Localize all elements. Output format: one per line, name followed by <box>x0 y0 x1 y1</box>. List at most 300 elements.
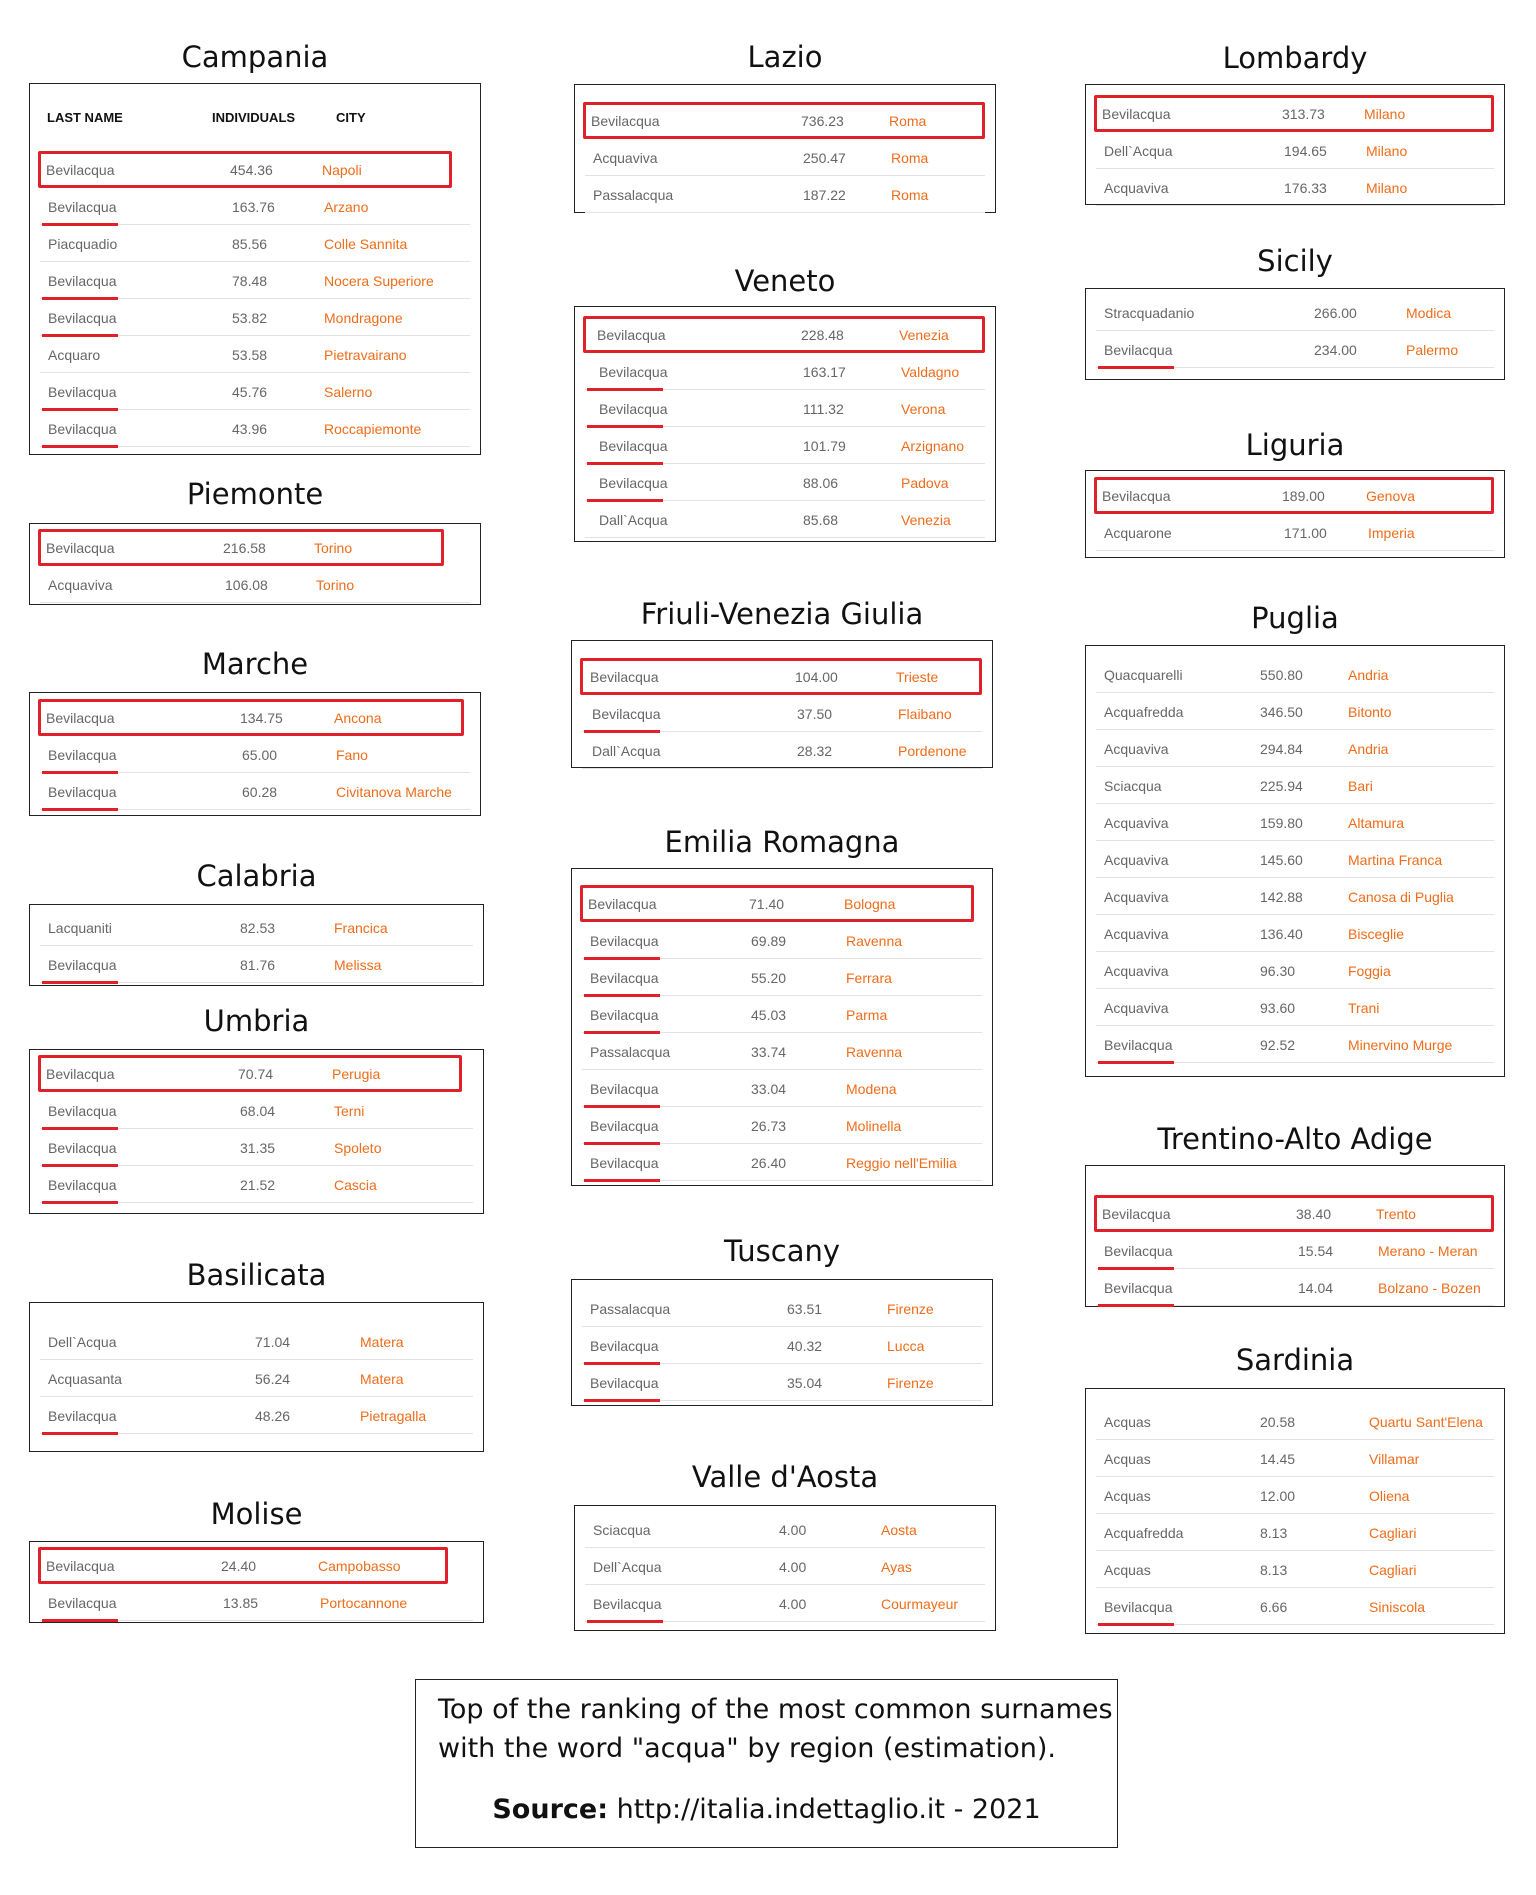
surname-cell: Bevilacqua <box>590 970 659 986</box>
city-cell: Perugia <box>332 1066 381 1082</box>
surname-cell: Bevilacqua <box>599 401 668 417</box>
table-row <box>582 996 982 1033</box>
city-cell: Bitonto <box>1348 704 1392 720</box>
individuals-cell: 4.00 <box>779 1559 807 1575</box>
individuals-cell: 21.52 <box>240 1177 276 1193</box>
individuals-cell: 78.48 <box>232 273 268 289</box>
surname-cell: Bevilacqua <box>48 747 117 763</box>
individuals-cell: 136.40 <box>1260 926 1303 942</box>
surname-cell: Acquafredda <box>1104 1525 1184 1541</box>
table-row <box>582 1033 982 1070</box>
city-cell: Quartu Sant'Elena <box>1369 1414 1483 1430</box>
individuals-cell: 163.17 <box>803 364 846 380</box>
individuals-cell: 4.00 <box>779 1596 807 1612</box>
individuals-cell: 106.08 <box>225 577 268 593</box>
surname-cell: Bevilacqua <box>588 896 657 912</box>
table-row <box>585 176 985 213</box>
city-cell: Matera <box>360 1334 404 1350</box>
individuals-cell: 60.28 <box>242 784 278 800</box>
surname-cell: Dell`Acqua <box>593 1559 662 1575</box>
surname-cell: Acquaviva <box>593 150 658 166</box>
region-panel-valle-d-aosta <box>574 1457 996 1631</box>
city-cell: Mondragone <box>324 310 403 326</box>
individuals-cell: 92.52 <box>1260 1037 1296 1053</box>
surname-cell: Bevilacqua <box>1104 1280 1173 1296</box>
individuals-cell: 45.03 <box>751 1007 787 1023</box>
individuals-cell: 142.88 <box>1260 889 1303 905</box>
city-cell: Terni <box>334 1103 365 1119</box>
table-row <box>585 501 985 538</box>
surname-cell: Acquaviva <box>1104 889 1169 905</box>
city-cell: Arzignano <box>901 438 965 454</box>
table-row <box>1096 169 1494 206</box>
region-table <box>29 1302 484 1452</box>
table-row <box>40 736 470 773</box>
surname-cell: Sciacqua <box>1104 778 1162 794</box>
table-row <box>585 390 985 427</box>
region-panel-tuscany <box>571 1231 993 1406</box>
city-cell: Flaibano <box>898 706 952 722</box>
surname-cell: Bevilacqua <box>48 784 117 800</box>
region-panel-marche <box>29 644 481 816</box>
city-cell: Oliena <box>1369 1488 1410 1504</box>
city-cell: Cagliari <box>1369 1525 1417 1541</box>
table-row <box>1094 95 1494 132</box>
caption-source <box>416 1794 1117 1825</box>
table-row <box>1096 656 1494 693</box>
individuals-cell: 53.82 <box>232 310 268 326</box>
region-table <box>574 84 996 213</box>
individuals-cell: 225.94 <box>1260 778 1303 794</box>
individuals-cell: 31.35 <box>240 1140 276 1156</box>
individuals-cell: 346.50 <box>1260 704 1303 720</box>
table-row <box>1096 1551 1494 1588</box>
individuals-cell: 15.54 <box>1298 1243 1334 1259</box>
city-cell: Colle Sannita <box>324 236 408 252</box>
surname-cell: Bevilacqua <box>48 1595 117 1611</box>
individuals-cell: 93.60 <box>1260 1000 1296 1016</box>
individuals-cell: 6.66 <box>1260 1599 1288 1615</box>
city-cell: Trani <box>1348 1000 1380 1016</box>
individuals-cell: 65.00 <box>242 747 278 763</box>
individuals-cell: 40.32 <box>787 1338 823 1354</box>
surname-cell: Acquaviva <box>1104 815 1169 831</box>
city-cell: Campobasso <box>318 1558 401 1574</box>
surname-cell: Bevilacqua <box>593 1596 662 1612</box>
caption-box <box>415 1679 1118 1848</box>
region-panel-trentino-alto-adige <box>1085 1119 1505 1307</box>
individuals-cell: 82.53 <box>240 920 276 936</box>
caption-line-1: Top of the ranking of the most common surnames <box>438 1694 1113 1725</box>
city-cell: Courmayeur <box>881 1596 959 1612</box>
table-row <box>1096 878 1494 915</box>
city-cell: Modena <box>846 1081 897 1097</box>
region-table <box>29 692 481 816</box>
individuals-cell: 111.32 <box>803 401 844 417</box>
table-row <box>1096 1477 1494 1514</box>
region-table <box>29 1541 484 1623</box>
city-cell: Firenze <box>887 1301 934 1317</box>
individuals-cell: 159.80 <box>1260 815 1303 831</box>
table-row <box>1096 1269 1494 1306</box>
header-last-name: LAST NAME <box>47 110 123 125</box>
region-title: Marche <box>201 647 309 681</box>
individuals-cell: 14.04 <box>1298 1280 1334 1296</box>
region-table <box>1085 1388 1505 1634</box>
city-cell: Reggio nell'Emilia <box>846 1155 957 1171</box>
city-cell: Salerno <box>324 384 373 400</box>
region-panel-friuli-venezia-giulia <box>571 594 993 768</box>
table-row <box>40 299 470 336</box>
table-row <box>585 427 985 464</box>
individuals-cell: 85.68 <box>803 512 839 528</box>
header-city: CITY <box>336 110 366 125</box>
individuals-cell: 71.40 <box>749 896 785 912</box>
region-title: Emilia Romagna <box>664 825 900 859</box>
region-title: Tuscany <box>723 1234 841 1268</box>
city-cell: Foggia <box>1348 963 1391 979</box>
region-title: Molise <box>210 1497 303 1531</box>
individuals-cell: 163.76 <box>232 199 275 215</box>
caption-line-2: with the word "acqua" by region (estimation). <box>438 1733 1056 1764</box>
table-row <box>582 922 982 959</box>
surname-cell: Bevilacqua <box>590 1081 659 1097</box>
individuals-cell: 37.50 <box>797 706 833 722</box>
surname-cell: Bevilacqua <box>590 1118 659 1134</box>
region-title: Campania <box>181 40 329 74</box>
table-row <box>40 946 473 983</box>
table-row <box>38 699 464 736</box>
surname-cell: Bevilacqua <box>48 1177 117 1193</box>
individuals-cell: 24.40 <box>221 1558 257 1574</box>
surname-cell: Quacquarelli <box>1104 667 1183 683</box>
table-row <box>1096 1514 1494 1551</box>
table-row <box>1096 1232 1494 1269</box>
table-row <box>40 225 470 262</box>
individuals-cell: 96.30 <box>1260 963 1296 979</box>
surname-cell: Bevilacqua <box>46 540 115 556</box>
city-cell: Molinella <box>846 1118 902 1134</box>
individuals-cell: 12.00 <box>1260 1488 1296 1504</box>
city-cell: Melissa <box>334 957 382 973</box>
region-table <box>29 904 484 986</box>
individuals-cell: 33.04 <box>751 1081 787 1097</box>
region-title: Veneto <box>734 264 836 298</box>
table-row <box>582 1107 982 1144</box>
city-cell: Andria <box>1348 741 1389 757</box>
surname-cell: Bevilacqua <box>48 199 117 215</box>
region-panel-sicily <box>1085 241 1505 380</box>
city-cell: Villamar <box>1369 1451 1420 1467</box>
region-title: Lombardy <box>1222 41 1368 75</box>
surname-cell: Bevilacqua <box>1102 488 1171 504</box>
region-panel-molise <box>29 1494 484 1623</box>
surname-cell: Stracquadanio <box>1104 305 1195 321</box>
surname-cell: Acquaviva <box>1104 926 1169 942</box>
surname-cell: Acquarone <box>1104 525 1172 541</box>
region-title: Friuli-Venezia Giulia <box>640 597 924 631</box>
table-row <box>40 1323 473 1360</box>
individuals-cell: 266.00 <box>1314 305 1357 321</box>
table-row <box>1096 730 1494 767</box>
surname-cell: Bevilacqua <box>46 162 115 178</box>
table-row <box>1096 804 1494 841</box>
table-row <box>582 695 982 732</box>
region-title: Sardinia <box>1235 1343 1355 1377</box>
table-row <box>38 1055 462 1092</box>
surname-cell: Acquasanta <box>48 1371 122 1387</box>
surname-cell: Bevilacqua <box>590 1375 659 1391</box>
surname-cell: Bevilacqua <box>599 364 668 380</box>
table-row <box>1096 294 1494 331</box>
city-cell: Roma <box>889 113 927 129</box>
table-row <box>1096 1026 1494 1063</box>
surname-cell: Dell`Acqua <box>1104 143 1173 159</box>
city-cell: Lucca <box>887 1338 925 1354</box>
surname-cell: Passalacqua <box>590 1301 671 1317</box>
table-row <box>40 188 470 225</box>
individuals-cell: 69.89 <box>751 933 787 949</box>
city-cell: Cascia <box>334 1177 377 1193</box>
individuals-cell: 81.76 <box>240 957 276 973</box>
table-row <box>585 1585 985 1622</box>
table-row <box>1096 331 1494 368</box>
city-cell: Roccapiemonte <box>324 421 422 437</box>
table-row <box>38 529 444 566</box>
individuals-cell: 234.00 <box>1314 342 1357 358</box>
table-row <box>40 1166 473 1203</box>
city-cell: Bari <box>1348 778 1373 794</box>
source-label: Source: <box>492 1794 609 1825</box>
city-cell: Ravenna <box>846 1044 903 1060</box>
city-cell: Roma <box>891 150 929 166</box>
surname-cell: Dall`Acqua <box>599 512 668 528</box>
individuals-cell: 216.58 <box>223 540 266 556</box>
individuals-cell: 145.60 <box>1260 852 1303 868</box>
region-panel-piemonte <box>29 474 481 605</box>
city-cell: Civitanova Marche <box>336 784 452 800</box>
individuals-cell: 14.45 <box>1260 1451 1296 1467</box>
surname-cell: Bevilacqua <box>48 421 117 437</box>
individuals-cell: 187.22 <box>803 187 846 203</box>
region-table <box>574 306 996 542</box>
surname-cell: Bevilacqua <box>48 957 117 973</box>
region-table <box>1085 288 1505 380</box>
region-table <box>571 868 993 1186</box>
city-cell: Aosta <box>881 1522 917 1538</box>
region-panel-calabria <box>29 856 484 986</box>
surname-cell: Bevilacqua <box>599 475 668 491</box>
table-row <box>40 410 470 447</box>
city-cell: Andria <box>1348 667 1389 683</box>
individuals-cell: 45.76 <box>232 384 268 400</box>
city-cell: Venezia <box>901 512 951 528</box>
surname-cell: Bevilacqua <box>592 706 661 722</box>
table-row <box>583 316 985 353</box>
city-cell: Ravenna <box>846 933 903 949</box>
city-cell: Milano <box>1364 106 1406 122</box>
region-table <box>29 523 481 605</box>
table-row <box>585 353 985 390</box>
region-panel-umbria <box>29 1001 484 1214</box>
city-cell: Genova <box>1366 488 1416 504</box>
individuals-cell: 189.00 <box>1282 488 1325 504</box>
individuals-cell: 70.74 <box>238 1066 274 1082</box>
region-panel-liguria <box>1085 425 1505 558</box>
surname-cell: Bevilacqua <box>591 113 660 129</box>
table-row <box>1096 841 1494 878</box>
region-title: Trentino-Alto Adige <box>1157 1122 1433 1156</box>
individuals-cell: 26.40 <box>751 1155 787 1171</box>
individuals-cell: 294.84 <box>1260 741 1303 757</box>
city-cell: Palermo <box>1406 342 1459 358</box>
table-row <box>580 885 974 922</box>
table-row <box>40 566 470 603</box>
region-table <box>1085 645 1505 1077</box>
surname-cell: Bevilacqua <box>46 710 115 726</box>
region-table <box>574 1505 996 1631</box>
surname-cell: Bevilacqua <box>1104 1243 1173 1259</box>
city-cell: Pietravairano <box>324 347 407 363</box>
individuals-cell: 71.04 <box>255 1334 291 1350</box>
individuals-cell: 8.13 <box>1260 1562 1288 1578</box>
surname-cell: Bevilacqua <box>48 310 117 326</box>
city-cell: Ancona <box>334 710 382 726</box>
city-cell: Trieste <box>896 669 939 685</box>
individuals-cell: 38.40 <box>1296 1206 1332 1222</box>
individuals-cell: 4.00 <box>779 1522 807 1538</box>
table-row <box>585 139 985 176</box>
city-cell: Bologna <box>844 896 896 912</box>
surname-cell: Acquas <box>1104 1414 1151 1430</box>
surname-cell: Acquas <box>1104 1488 1151 1504</box>
region-title: Puglia <box>1251 601 1339 635</box>
surname-cell: Sciacqua <box>593 1522 651 1538</box>
surname-cell: Bevilacqua <box>1102 106 1171 122</box>
table-row <box>40 262 470 299</box>
region-table <box>1085 470 1505 558</box>
surname-cell: Bevilacqua <box>590 669 659 685</box>
city-cell: Martina Franca <box>1348 852 1443 868</box>
region-panel-veneto <box>574 261 996 542</box>
city-cell: Torino <box>314 540 353 556</box>
city-cell: Venezia <box>899 327 949 343</box>
table-row <box>582 1364 982 1401</box>
table-row <box>40 1397 473 1434</box>
individuals-cell: 250.47 <box>803 150 846 166</box>
table-row <box>582 1070 982 1107</box>
surname-cell: Bevilacqua <box>590 933 659 949</box>
city-cell: Pordenone <box>898 743 967 759</box>
region-table <box>571 640 993 768</box>
city-cell: Siniscola <box>1369 1599 1426 1615</box>
region-table <box>29 1049 484 1214</box>
individuals-cell: 53.58 <box>232 347 268 363</box>
table-row <box>1096 1588 1494 1625</box>
city-cell: Francica <box>334 920 388 936</box>
individuals-cell: 313.73 <box>1282 106 1325 122</box>
individuals-cell: 13.85 <box>223 1595 259 1611</box>
region-title: Calabria <box>196 859 317 893</box>
table-row <box>582 1290 982 1327</box>
region-title: Sicily <box>1257 244 1333 278</box>
city-cell: Padova <box>901 475 949 491</box>
table-row <box>1096 952 1494 989</box>
surname-cell: Dell`Acqua <box>48 1334 117 1350</box>
individuals-cell: 48.26 <box>255 1408 291 1424</box>
individuals-cell: 55.20 <box>751 970 787 986</box>
region-panel-campania <box>29 37 481 455</box>
surname-cell: Piacquadio <box>48 236 118 252</box>
city-cell: Nocera Superiore <box>324 273 434 289</box>
city-cell: Merano - Meran <box>1378 1243 1478 1259</box>
city-cell: Parma <box>846 1007 888 1023</box>
city-cell: Trento <box>1376 1206 1416 1222</box>
surname-cell: Lacquaniti <box>48 920 112 936</box>
surname-cell: Bevilacqua <box>1104 342 1173 358</box>
individuals-cell: 228.48 <box>801 327 844 343</box>
city-cell: Canosa di Puglia <box>1348 889 1454 905</box>
table-row <box>585 464 985 501</box>
individuals-cell: 28.32 <box>797 743 833 759</box>
surname-cell: Acquaviva <box>1104 852 1169 868</box>
table-row <box>582 959 982 996</box>
city-cell: Bolzano - Bozen <box>1378 1280 1481 1296</box>
table-row <box>40 1092 473 1129</box>
header-individuals: INDIVIDUALS <box>212 110 296 125</box>
city-cell: Firenze <box>887 1375 934 1391</box>
surname-cell: Bevilacqua <box>590 1155 659 1171</box>
region-title: Basilicata <box>186 1258 327 1292</box>
region-title: Umbria <box>203 1004 310 1038</box>
individuals-cell: 101.79 <box>803 438 846 454</box>
table-row <box>580 658 982 695</box>
surname-cell: Bevilacqua <box>48 273 117 289</box>
city-cell: Portocannone <box>320 1595 408 1611</box>
table-row <box>40 773 470 810</box>
surname-cell: Bevilacqua <box>46 1558 115 1574</box>
individuals-cell: 171.00 <box>1284 525 1327 541</box>
table-row <box>40 336 470 373</box>
table-row <box>38 1547 448 1584</box>
surname-cell: Bevilacqua <box>1102 1206 1171 1222</box>
individuals-cell: 104.00 <box>795 669 838 685</box>
surname-cell: Bevilacqua <box>1104 1599 1173 1615</box>
individuals-cell: 56.24 <box>255 1371 291 1387</box>
city-cell: Napoli <box>322 162 362 178</box>
region-table <box>1085 1165 1505 1307</box>
city-cell: Imperia <box>1368 525 1415 541</box>
city-cell: Fano <box>336 747 368 763</box>
region-table <box>1085 84 1505 205</box>
city-cell: Valdagno <box>901 364 960 380</box>
region-panel-basilicata <box>29 1255 484 1452</box>
surname-cell: Bevilacqua <box>46 1066 115 1082</box>
table-row <box>583 102 985 139</box>
table-row <box>582 1327 982 1364</box>
individuals-cell: 35.04 <box>787 1375 823 1391</box>
table-row <box>1094 1195 1494 1232</box>
surname-cell: Bevilacqua <box>597 327 666 343</box>
city-cell: Modica <box>1406 305 1452 321</box>
surname-cell: Acquaviva <box>1104 1000 1169 1016</box>
surname-cell: Bevilacqua <box>48 1103 117 1119</box>
table-row <box>1096 1440 1494 1477</box>
region-title: Piemonte <box>186 477 324 511</box>
surname-cell: Passalacqua <box>590 1044 671 1060</box>
table-row <box>1096 1403 1494 1440</box>
individuals-cell: 176.33 <box>1284 180 1327 196</box>
